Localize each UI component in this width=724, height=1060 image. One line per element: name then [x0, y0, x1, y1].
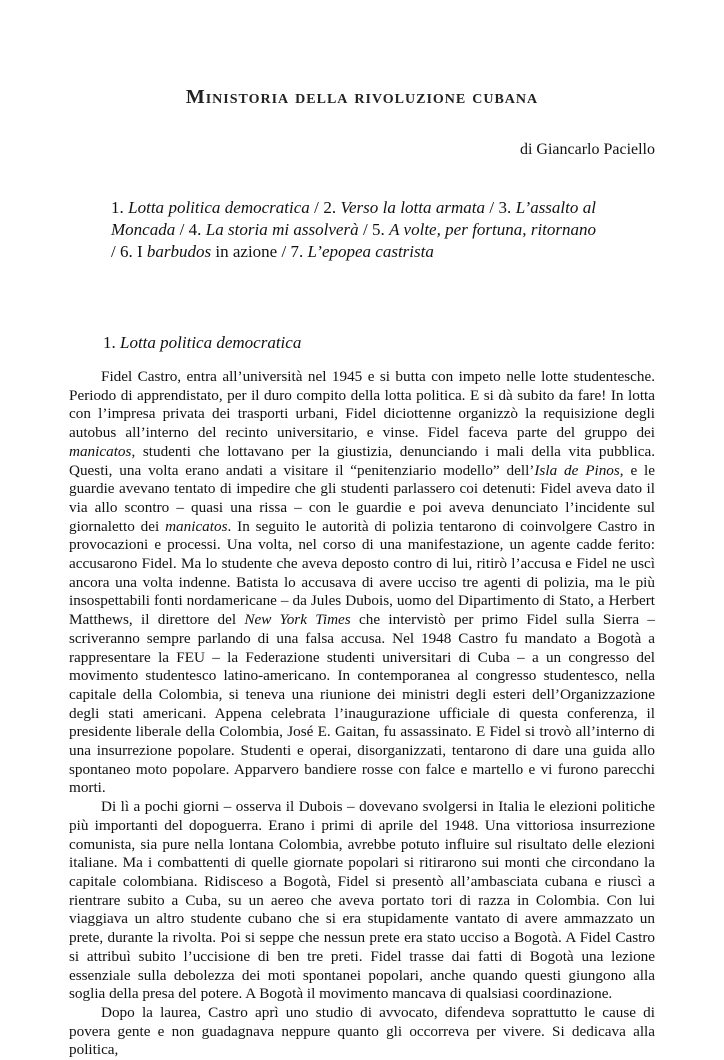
toc-separator: / [309, 198, 324, 217]
toc-title: barbudos [146, 242, 212, 261]
emphasis: manicatos [165, 517, 228, 535]
toc-separator: / [277, 242, 291, 261]
text-run: , studenti che lottavano per la giustizia, denunciando i mali della vita pubblica. Questi, una volta erano andati a visitare il “penitenziario modello” dell’ [69, 442, 655, 479]
section-title: Lotta politica democratica [120, 333, 302, 352]
text-run: Dopo la laurea, Castro aprì uno studio di avvocato, difendeva soprattutto le cause di povera gente e non guadagnava neppure quanto gli occorreva per vivere. Si dedicava alla politica, [69, 1003, 655, 1059]
toc-title: L’epopea castrista [307, 242, 434, 261]
table-of-contents [111, 197, 596, 263]
toc-title: Lotta politica democratica [128, 198, 310, 217]
author-byline: di Giancarlo Paciello [519, 141, 655, 158]
toc-separator: / [111, 242, 120, 261]
text-run: Di lì a pochi giorni – osserva il Dubois – dovevano svolgersi in Italia le elezioni politiche più importanti del dopoguerra. Erano i primi di aprile del 1948. Una vittoriosa insurrezione comunista, sia pure nella lontana Colombia, avrebbe potuto influire sul risultato delle elezioni italiane. Ma i combattenti di quelle giornate popolari si ritirarono sui monti che circondano la capitale colombiana. Ridisceso a Bogotà, Fidel si presentò all’ambasciata cubana e riuscì a rientrare subito a Cuba, su un aereo che aveva portato tori di razza in Colombia. Con lui viaggiava un altro studente cubano che si era stupidamente vantato di avere ammazzato un prete, durante la rivolta. Poi si seppe che nessun prete era stato ucciso a Bogotà. A Fidel Castro si attribuì subito l’uccisione di ben tre preti. Fidel trasse dai fatti di Bogotà una lezione essenziale sulla debolezza dei moti spontanei popolari, anche quando questi giungono alla soglia della presa del potere. A Bogotà il movimento mancava di qualsiasi coordinazione. [69, 798, 655, 1003]
toc-item [189, 220, 372, 239]
toc-title: Verso la lotta armata [340, 198, 485, 217]
toc-suffix: in azione [211, 242, 278, 261]
paragraph [69, 798, 655, 1004]
text-run: , e le guardie avevano tentato di impedire che gli studenti parlassero coi detenuti: Fidel aveva dato il via allo scontro – quasi una rissa – con le guardie e poi aveva denunciato l’incidente sul giornaletto dei [69, 461, 656, 535]
text-run: che intervistò per primo Fidel sulla Sierra – scriveranno sempre parlando di una falsa accusa. Nel 1948 Castro fu mandato a Bogotà a rappresentare la FEU – la Federazione studenti universitari di Cuba – a un congresso del movimento studentesco latino-americano. In contemporanea al congresso studentesco, nella capitale della Colombia, si teneva una riunione dei ministri degli esteri dell’Organizzazione degli stati americani. Appena celebrata l’inaugurazione ufficiale di questa conferenza, il presidente liberale della Colombia, José E. Gaitan, fu assassinato. E Fidel si trovò all’interno di una insurrezione popolare. Studenti e operai, disorganizzati, tentarono di dare una guida allo spontaneo moto popolare. Apparvero bandiere rosse con falce e martello e vi furono parecchi morti. [69, 611, 655, 797]
toc-item [120, 242, 290, 261]
section-number: 1. [103, 333, 120, 352]
emphasis: New York Times [244, 611, 351, 629]
toc-number: 2. [323, 198, 341, 217]
toc-separator: / [358, 220, 373, 239]
toc-separator: / [175, 220, 189, 239]
toc-number: 3. [498, 198, 516, 217]
toc-title: L’assalto al Moncada [111, 198, 596, 239]
page-title: Ministoria della rivoluzione cubana [185, 86, 539, 108]
toc-item [323, 198, 498, 217]
toc-separator: / [485, 198, 499, 217]
toc-title: A volte, per fortuna, ritornano [389, 220, 597, 239]
toc-number: 1. [111, 198, 129, 217]
text-run: Fidel Castro, entra all’università nel 1945 e si butta con impeto nelle lotte studentesche. Periodo di apprendistato, per il duro compito della lotta politica. E si dà subito da fare! In lotta con l’impresa privata dei trasporti urbani, Fidel diciottenne organizzò la requisizione degli autobus all’interno del recinto universitario, e vinse. Fidel faceva parte del gruppo dei [69, 368, 655, 442]
toc-number: 6. I [119, 242, 147, 261]
section-heading [103, 333, 301, 353]
emphasis: manicatos [69, 442, 132, 460]
toc-number: 5. [372, 220, 390, 239]
emphasis: Isla de Pinos [534, 461, 620, 479]
paragraph [69, 1004, 655, 1060]
text-run: . In seguito le autorità di polizia tentarono di coinvolgere Castro in provocazioni e processi. Una volta, nel corso di una manifestazione, un agente cadde ferito: accusarono Fidel. Ma lo studente che aveva deposto contro di lui, ritirò l’accusa e Fidel ne uscì ancora una volta indenne. Batista lo accusava di avere ucciso tre agenti di polizia, ma le più insospettabili fonti nordamericane – da Jules Dubois, uomo del Dipartimento di Stato, a Herbert Matthews, il direttore del [69, 517, 655, 629]
toc-number: 7. [290, 242, 308, 261]
toc-item [111, 198, 323, 217]
toc-title: La storia mi assolverà [205, 220, 359, 239]
paragraph [69, 368, 655, 798]
toc-number: 4. [188, 220, 206, 239]
toc-item [290, 242, 433, 261]
body-text [69, 368, 655, 1060]
